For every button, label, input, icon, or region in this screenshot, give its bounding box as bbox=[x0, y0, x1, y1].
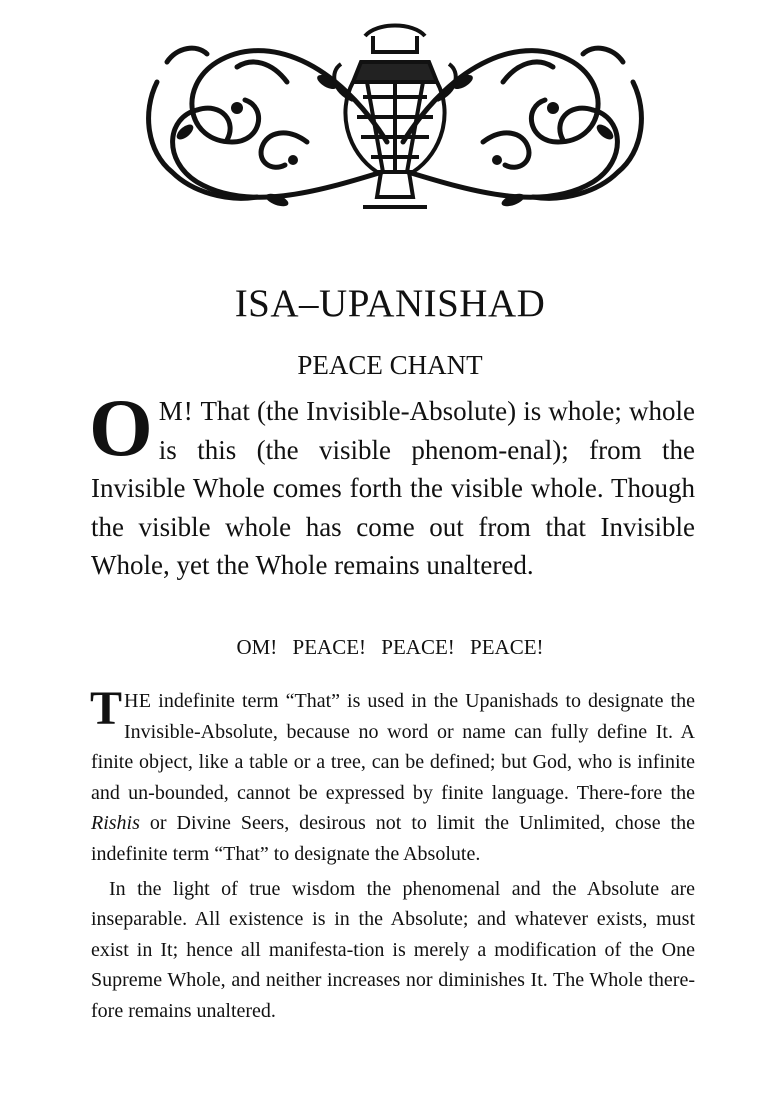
commentary bbox=[90, 682, 695, 1027]
peace-chant-paragraph bbox=[89, 382, 695, 585]
commentary-paragraph-1 bbox=[90, 682, 695, 870]
italic-term: Rishis bbox=[91, 812, 140, 835]
commentary-text: indefinite term “That” is used in the Upanishads to designate the Invisible-Absolute, because no word or name can fully define It. A finite object, like a table or a tree, can be defined; but God, who is infinite and un-bounded, cannot be expressed by finite language. There-fore the bbox=[91, 690, 695, 804]
chant-text: That (the Invisible-Absolute) is whole; whole is this (the visible phenom-enal); from the Invisible Whole comes forth the visible whole. Though the visible whole has come out from that Invisible Whole, yet the Whole remains unaltered. bbox=[91, 396, 695, 581]
ornamental-headpiece bbox=[137, 22, 653, 232]
commentary-paragraph-2: In the light of true wisdom the phenomenal and the Absolute are inseparable. All existence is in the Absolute; and whatever exists, must exist in It; hence all manifesta-tion is merely a modification of the One Supreme Whole, and neither increases nor diminishes It. The Whole there-fore remains unaltered. bbox=[91, 877, 695, 1022]
drop-cap: T bbox=[90, 682, 123, 735]
commentary-first-word: HE bbox=[124, 690, 152, 712]
section-subtitle: PEACE CHANT bbox=[297, 350, 483, 380]
urn-scroll-ornament-icon bbox=[137, 22, 653, 232]
peace-invocation: OM! PEACE! PEACE! PEACE! bbox=[236, 635, 544, 659]
page-title: ISA–UPANISHAD bbox=[234, 282, 546, 325]
chant-first-word: M! bbox=[158, 396, 194, 426]
drop-cap: O bbox=[89, 382, 153, 473]
commentary-text: or Divine Seers, desirous not to limit the Unlimited, chose the indefinite term “That” to designate the Absolute. bbox=[91, 812, 695, 865]
